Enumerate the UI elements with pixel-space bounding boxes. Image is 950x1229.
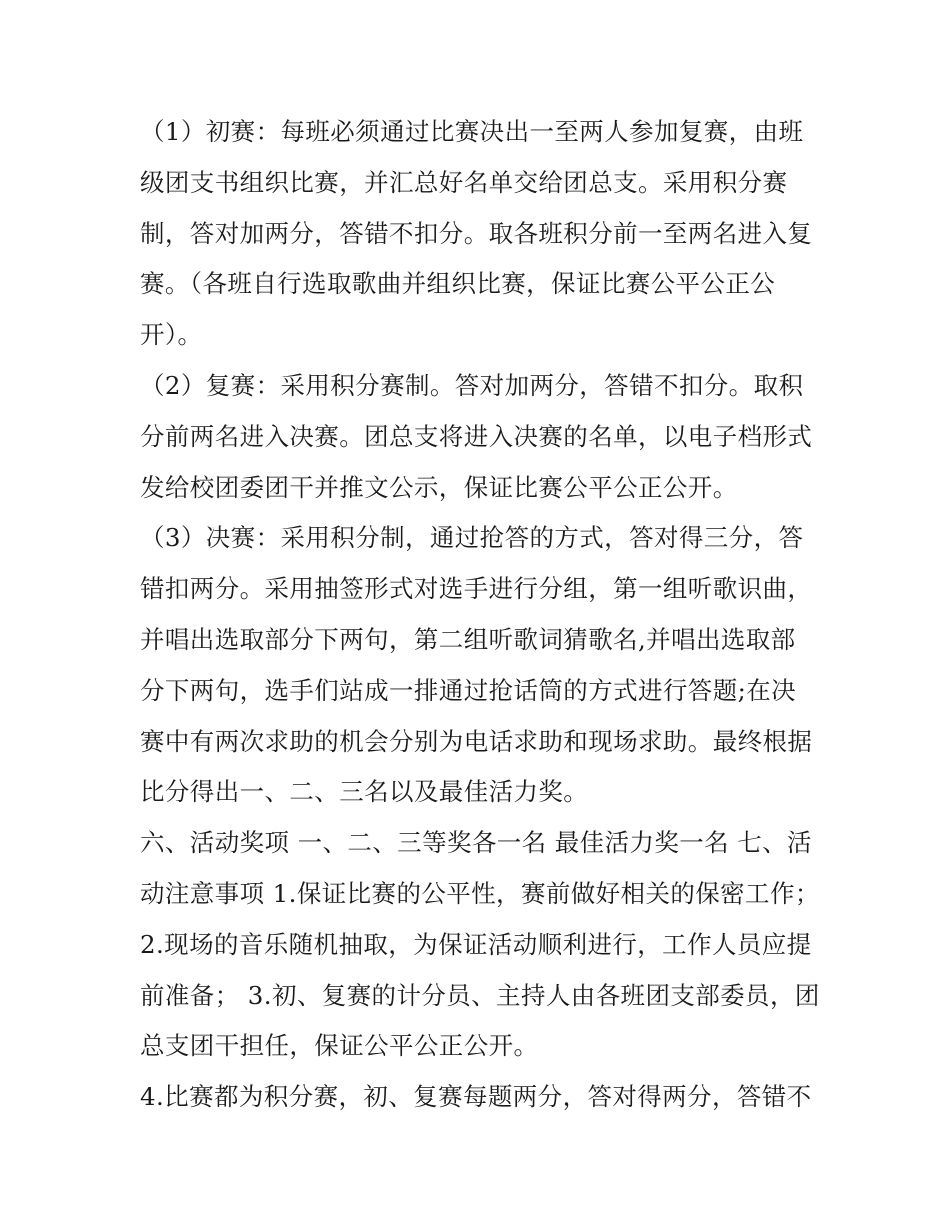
paragraph-scoring-note: 4.比赛都为积分赛，初、复赛每题两分，答对得两分，答错不 <box>140 1082 812 1112</box>
paragraph-semifinal-round: （2）复赛：采用积分赛制。答对加两分，答错不扣分。取积分前两名进入决赛。团总支将进入决赛的名单，以电子档形式发给校团委团干并推文公示，保证比赛公平公正公开。 <box>140 370 813 502</box>
paragraph-preliminary-round: （1）初赛：每班必须通过比赛决出一至两人参加复赛，由班级团支书组织比赛，并汇总好名单交给团总支。采用积分赛制，答对加两分，答错不扣分。取各班积分前一至两名进入复赛。（各班自行选取歌曲并组织比赛，保证比赛公平公正公开）。 <box>140 117 813 350</box>
paragraph-final-round: （3）决赛：采用积分制，通过抢答的方式，答对得三分，答错扣两分。采用抽签形式对选手进行分组，第一组听歌识曲，并唱出选取部分下两句，第二组听歌词猜歌名,并唱出选取部分下两句，选手们站成一排通过抢话筒的方式进行答题;在决赛中有两次求助的机会分别为电话求助和现场求助。最终根据比分得出一、二、三名以及最佳活力奖。 <box>140 523 813 807</box>
paragraph-awards-and-notes: 六、活动奖项 一、二、三等奖各一名 最佳活力奖一名 七、活动注意事项 1.保证比赛的公平性，赛前做好相关的保密工作；2.现场的音乐随机抽取，为保证活动顺利进行，工作人员应提前准备； 3.初、复赛的计分员、主持人由各班团支部委员，团总支团干担任，保证公平公正公开。 <box>140 828 820 1061</box>
document-body <box>140 107 820 1123</box>
